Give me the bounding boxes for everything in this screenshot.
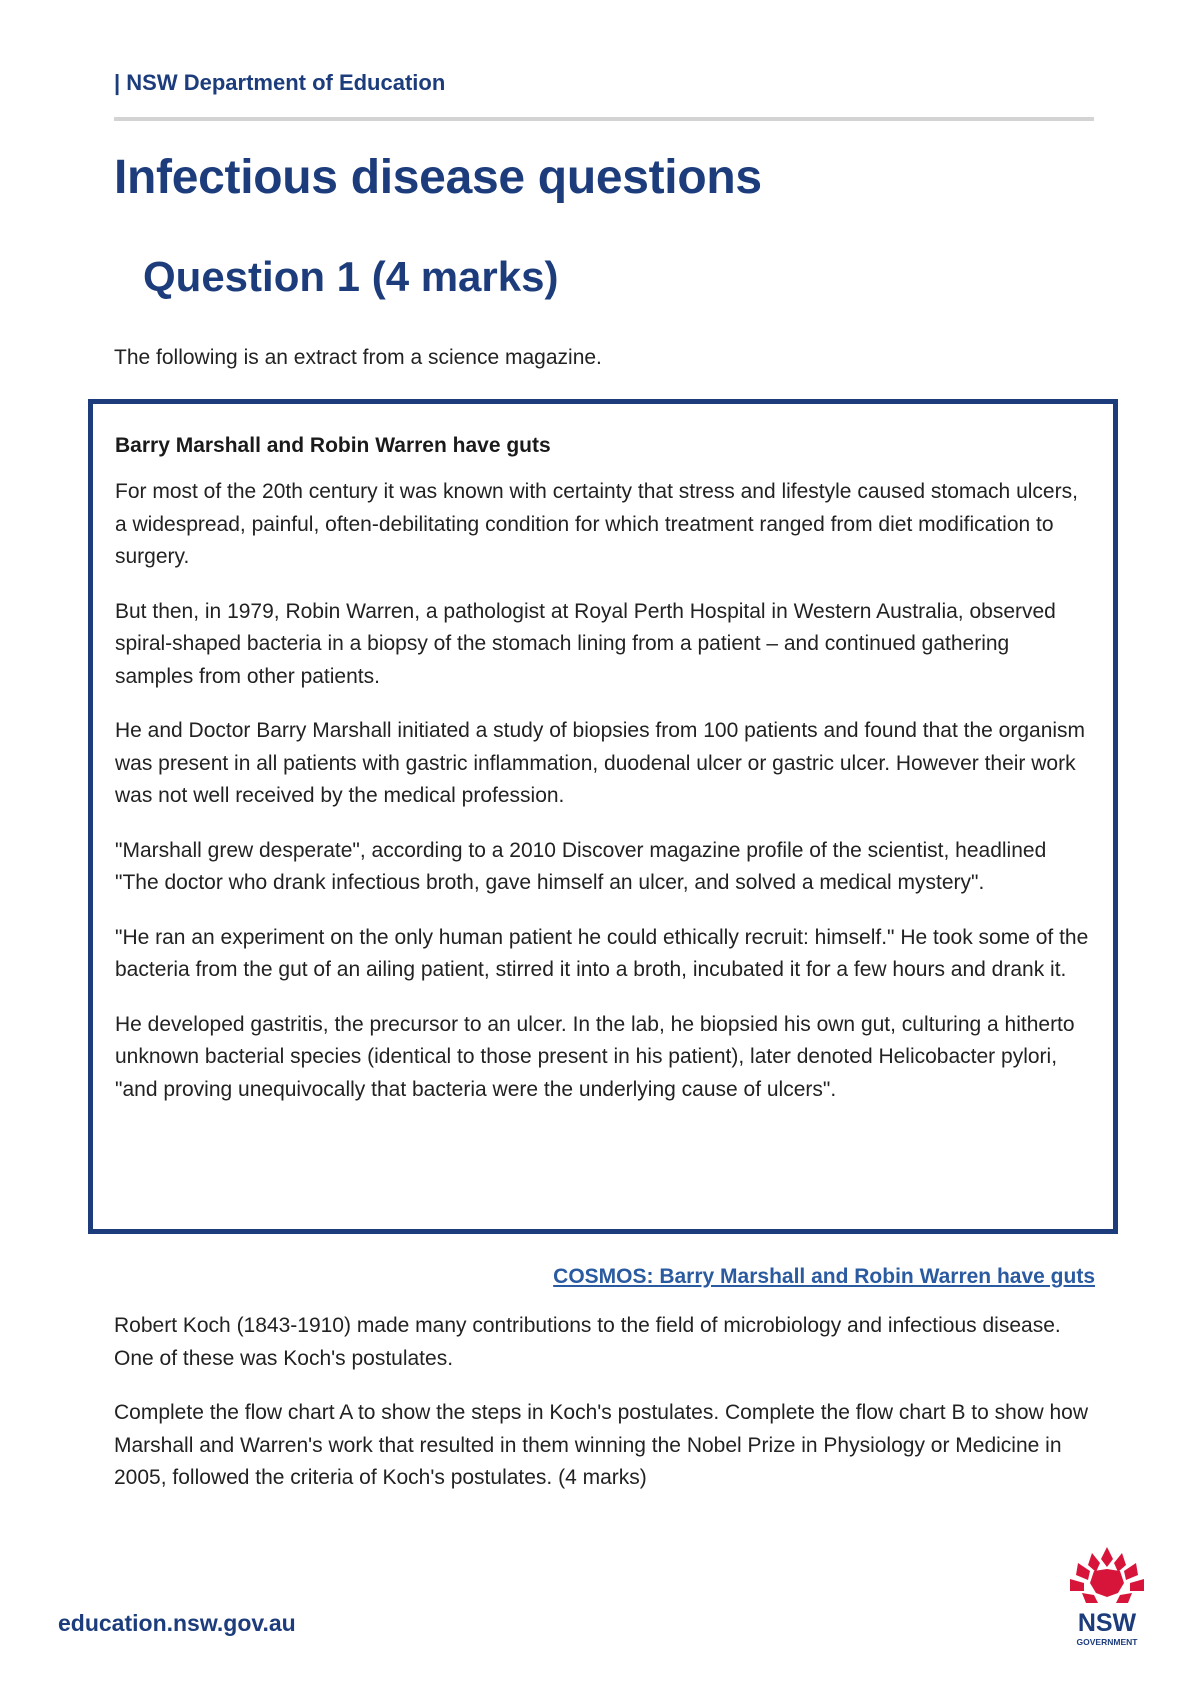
body-paragraph: Robert Koch (1843-1910) made many contributions to the field of microbiology and infectious disease. One of these was Koch's postulates. xyxy=(114,1314,1061,1370)
magazine-extract-box xyxy=(88,399,1118,1234)
footer-url: education.nsw.gov.au xyxy=(58,1610,296,1636)
extract-paragraph: But then, in 1979, Robin Warren, a pathologist at Royal Perth Hospital in Western Australia, observed spiral-shaped bacteria in a biopsy of the stomach lining from a patient – and continued gathering samples from other patients. xyxy=(115,599,1056,688)
extract-paragraph: "He ran an experiment on the only human patient he could ethically recruit: himself." He took some of the bacteria from the gut of an ailing patient, stirred it into a broth, incubated it for a few hours and drank it. xyxy=(115,925,1089,981)
logo-wordmark: NSW xyxy=(1077,1609,1137,1637)
extract-paragraph: "Marshall grew desperate", according to a 2010 Discover magazine profile of the scientist, headlined "The doctor who drank infectious broth, gave himself an ulcer, and solved a medical mystery". xyxy=(115,838,1047,894)
extract-paragraph: He developed gastritis, the precursor to an ulcer. In the lab, he biopsied his own gut, culturing a hitherto unknown bacterial species (identical to those present in his patient), later denoted Helicobacter pylori, "and proving unequivocally that bacteria were the underlying cause of ulcers". xyxy=(115,1012,1075,1101)
header-divider xyxy=(114,117,1094,121)
extract-paragraph: He and Doctor Barry Marshall initiated a study of biopsies from 100 patients and found that the organism was present in all patients with gastric inflammation, duodenal ulcer or gastric ulcer. However their work was not well received by the medical profession. xyxy=(115,719,1086,807)
department-header: | NSW Department of Education xyxy=(114,70,446,95)
logo-subtext: GOVERNMENT xyxy=(1076,1637,1138,1647)
intro-text: The following is an extract from a science magazine. xyxy=(114,346,602,369)
document-title: Infectious disease questions xyxy=(114,151,762,204)
nsw-government-logo xyxy=(1064,1545,1150,1655)
question-title: Question 1 (4 marks) xyxy=(143,253,559,300)
waratah-icon xyxy=(1064,1545,1150,1655)
body-paragraph: Complete the flow chart A to show the steps in Koch's postulates. Complete the flow chart B to show how Marshall and Warren's work that resulted in them winning the Nobel Prize in Physiology or Medicine in 2005, followed the criteria of Koch's postulates. (4 marks) xyxy=(114,1401,1089,1489)
source-link[interactable]: COSMOS: Barry Marshall and Robin Warren have guts xyxy=(553,1265,1095,1288)
extract-heading: Barry Marshall and Robin Warren have guts xyxy=(115,434,551,457)
question-body xyxy=(114,1310,1104,1517)
extract-paragraph: For most of the 20th century it was known with certainty that stress and lifestyle caused stomach ulcers, a widespread, painful, often-debilitating condition for which treatment ranged from diet modification to surgery. xyxy=(115,480,1078,568)
